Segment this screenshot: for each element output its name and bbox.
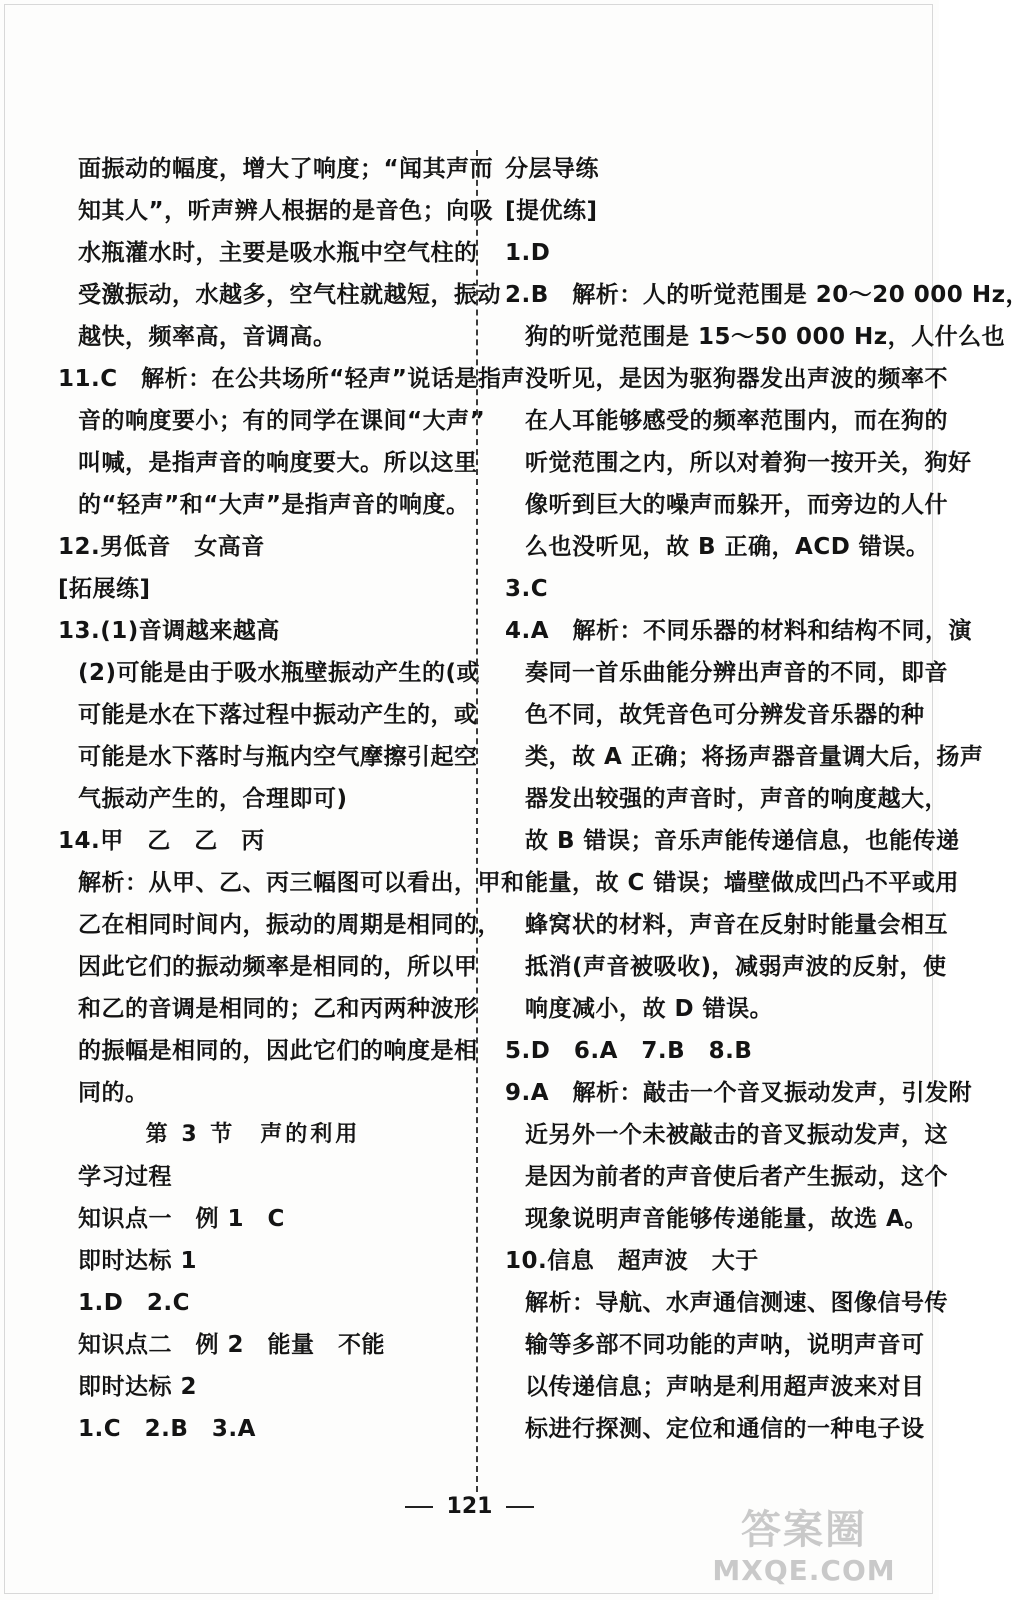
text-line: 面振动的幅度，增大了响度；“闻其声而 bbox=[78, 156, 494, 182]
text-line: 第 3 节 声的利用 bbox=[145, 1122, 361, 1147]
text-line: 器发出较强的声音时，声音的响度越大， bbox=[525, 786, 948, 812]
text-line: 即时达标 2 bbox=[78, 1374, 198, 1400]
text-line: 知识点二 例 2 能量 不能 bbox=[78, 1332, 386, 1358]
text-line: 听觉范围之内，所以对着狗一按开关，狗好 bbox=[525, 450, 972, 476]
text-line: 14.甲 乙 乙 丙 bbox=[58, 828, 265, 854]
text-line: 水瓶灌水时，主要是吸水瓶中空气柱的 bbox=[78, 240, 478, 266]
text-line: 抵消(声音被吸收)，减弱声波的反射，使 bbox=[525, 954, 947, 980]
text-line: 奏同一首乐曲能分辨出声音的不同，即音 bbox=[525, 660, 948, 686]
text-line: 12.男低音 女高音 bbox=[58, 534, 265, 560]
text-line: 像听到巨大的噪声而躲开，而旁边的人什 bbox=[525, 492, 948, 518]
page-number: 121 bbox=[446, 1494, 493, 1519]
text-line: 分层导练 bbox=[505, 156, 599, 182]
text-line: 是因为前者的声音使后者产生振动，这个 bbox=[525, 1164, 948, 1190]
watermark-top-text: 答案圈 bbox=[741, 1507, 867, 1553]
text-line: 受激振动，水越多，空气柱就越短，振动 bbox=[78, 282, 501, 308]
text-line: 知其人”，听声辨人根据的是音色；向吸 bbox=[78, 198, 494, 224]
text-line: 乙在相同时间内，振动的周期是相同的， bbox=[78, 912, 501, 938]
text-line: 1.D bbox=[505, 240, 551, 266]
text-line: 和乙的音调是相同的；乙和丙两种波形 bbox=[78, 996, 478, 1022]
text-line: 么也没听见，故 B 正确，ACD 错误。 bbox=[525, 534, 930, 560]
text-line: 的振幅是相同的，因此它们的响度是相 bbox=[78, 1038, 478, 1064]
text-line: 3.C bbox=[505, 576, 549, 602]
text-line: 没听见，是因为驱狗器发出声波的频率不 bbox=[525, 366, 948, 392]
right-column bbox=[505, 148, 1029, 1450]
left-column bbox=[58, 148, 525, 1450]
text-line: 2.B 解析：人的听觉范围是 20～20 000 Hz， bbox=[505, 282, 1029, 308]
text-line: 气振动产生的，合理即可) bbox=[78, 786, 348, 812]
text-line: 色不同，故凭音色可分辨发音乐器的种 bbox=[525, 702, 925, 728]
text-line: 故 B 错误；音乐声能传递信息，也能传递 bbox=[525, 828, 960, 854]
watermark-url-text: MXQE.COM bbox=[712, 1554, 896, 1587]
text-line: 13.(1)音调越来越高 bbox=[58, 618, 280, 644]
text-line: 以传递信息；声呐是利用超声波来对目 bbox=[525, 1374, 925, 1400]
text-line: 音的响度要小；有的同学在课间“大声” bbox=[78, 408, 486, 434]
text-line: 越快，频率高，音调高。 bbox=[78, 324, 337, 350]
text-line: 蜂窝状的材料，声音在反射时能量会相互 bbox=[525, 912, 948, 938]
text-line: 9.A 解析：敲击一个音叉振动发声，引发附 bbox=[505, 1080, 973, 1106]
text-line: [拓展练] bbox=[58, 576, 151, 602]
text-line: 的“轻声”和“大声”是指声音的响度。 bbox=[78, 492, 470, 518]
text-line: 可能是水下落时与瓶内空气摩擦引起空 bbox=[78, 744, 478, 770]
text-line: 11.C 解析：在公共场所“轻声”说话是指声 bbox=[58, 366, 525, 392]
text-line: 响度减小，故 D 错误。 bbox=[525, 996, 774, 1022]
watermark-logo bbox=[699, 1505, 909, 1590]
text-line: 在人耳能够感受的频率范围内，而在狗的 bbox=[525, 408, 948, 434]
text-line: 同的。 bbox=[78, 1080, 149, 1106]
footer-dash-right bbox=[506, 1506, 534, 1508]
text-line: 能量，故 C 错误；墙壁做成凹凸不平或用 bbox=[525, 870, 959, 896]
text-line: [提优练] bbox=[505, 198, 598, 224]
text-line: 10.信息 超声波 大于 bbox=[505, 1248, 759, 1274]
text-line: 5.D 6.A 7.B 8.B bbox=[505, 1038, 753, 1064]
text-line: 输等多部不同功能的声呐，说明声音可 bbox=[525, 1332, 925, 1358]
text-line: 标进行探测、定位和通信的一种电子设 bbox=[525, 1416, 925, 1442]
text-line: (2)可能是由于吸水瓶壁振动产生的(或 bbox=[78, 660, 481, 686]
text-line: 类，故 A 正确；将扬声器音量调大后，扬声 bbox=[525, 744, 984, 770]
text-line: 即时达标 1 bbox=[78, 1248, 198, 1274]
text-line: 可能是水在下落过程中振动产生的，或 bbox=[78, 702, 478, 728]
text-line: 1.D 2.C bbox=[78, 1290, 190, 1316]
text-line: 4.A 解析：不同乐器的材料和结构不同，演 bbox=[505, 618, 973, 644]
text-line: 近另外一个未被敲击的音叉振动发声，这 bbox=[525, 1122, 948, 1148]
text-line: 学习过程 bbox=[78, 1164, 172, 1190]
text-line: 1.C 2.B 3.A bbox=[78, 1416, 256, 1442]
column-divider bbox=[476, 150, 478, 1492]
footer-dash-left bbox=[405, 1506, 433, 1508]
text-line: 解析：从甲、乙、丙三幅图可以看出，甲和 bbox=[78, 870, 525, 896]
text-line: 叫喊，是指声音的响度要大。所以这里 bbox=[78, 450, 478, 476]
text-line: 知识点一 例 1 C bbox=[78, 1206, 285, 1232]
text-line: 解析：导航、水声通信测速、图像信号传 bbox=[525, 1290, 948, 1316]
text-line: 因此它们的振动频率是相同的，所以甲 bbox=[78, 954, 478, 980]
text-line: 现象说明声音能够传递能量，故选 A。 bbox=[525, 1206, 928, 1232]
text-line: 狗的听觉范围是 15～50 000 Hz，人什么也 bbox=[525, 324, 1006, 350]
